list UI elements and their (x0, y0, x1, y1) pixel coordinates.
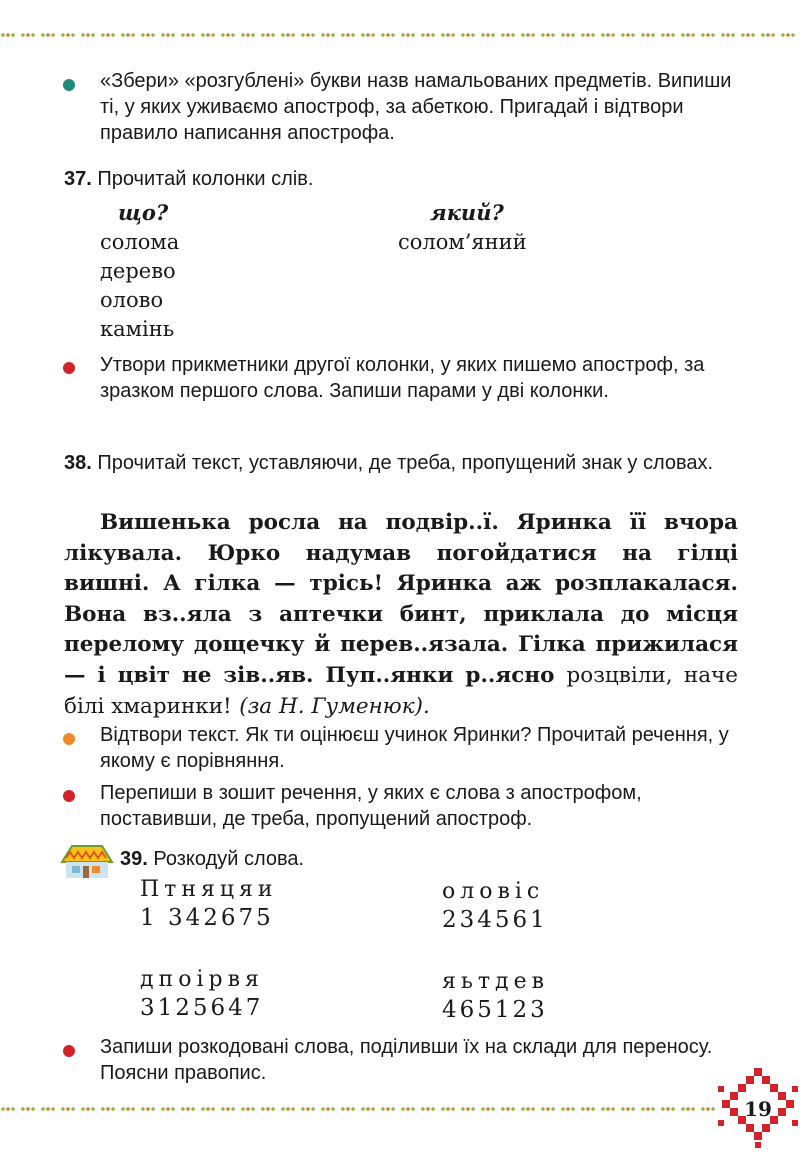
ex38-number: 38. (64, 452, 92, 474)
bottom-border-ornament (0, 1106, 720, 1112)
col1-word: солома (100, 230, 180, 254)
intro-bullet-text: «Збери» «розгублені» букви назв намальованих предметів. Випиши ті, у яких уживаємо апостроф, за абеткою. Пригадай і відтвори правило написання апострофа. (100, 70, 732, 144)
bullet-dot (63, 362, 75, 374)
col1-word: дерево (100, 259, 176, 283)
code-digits: 465123 (442, 997, 548, 1023)
ex39-heading (120, 846, 304, 872)
story-text (64, 508, 738, 722)
ex37-task: Утвори прикметники другої колонки, у яких пишемо апостроф, за зразком першого слова. Запиши парами у дві колонки. (100, 354, 705, 402)
col1-header: що? (118, 200, 169, 225)
code-letters: яьтдев (442, 969, 549, 994)
ex39-instruction: Розкодуй слова. (153, 848, 305, 870)
code-digits: 1 342675 (140, 905, 274, 931)
col1-word: олово (100, 288, 164, 312)
ex37-heading (64, 166, 313, 192)
bullet-dot (63, 1045, 75, 1057)
story-after: розцвіли, наче білі хмаринки! (64, 662, 738, 719)
col1-word: камінь (100, 317, 175, 341)
code-digits: 3125647 (140, 995, 264, 1021)
code-digits: 234561 (442, 907, 548, 933)
ex37-instruction: Прочитай колонки слів. (97, 168, 314, 190)
ex39-task: Запиши розкодовані слова, поділивши їх на склади для переносу. Поясни правопис. (100, 1036, 713, 1084)
story-source: (за Н. Гуменюк). (239, 693, 430, 719)
ex37-number: 37. (64, 168, 92, 190)
ex38-task2: Перепиши в зошит речення, у яких є слова з апострофом, поставивши, де треба, пропущений апостроф. (100, 782, 642, 830)
ex38-heading (64, 450, 738, 476)
page-number: 19 (744, 1097, 772, 1121)
col2-header: який? (430, 200, 504, 225)
code-letters: дпоірвя (140, 967, 264, 992)
ex38-instruction: Прочитай текст, уставляючи, де треба, пропущений знак у словах. (97, 452, 714, 474)
bullet-dot (63, 790, 75, 802)
house-icon (58, 838, 114, 880)
bullet-dot (63, 79, 75, 91)
code-letters: Птняцяи (140, 877, 278, 902)
ex38-task1: Відтвори текст. Як ти оцінюєш учинок Яринки? Прочитай речення, у якому є порівняння. (100, 724, 729, 772)
bullet-dot (63, 733, 75, 745)
code-letters: оловіс (442, 879, 545, 904)
ex39-number: 39. (120, 848, 148, 870)
story-bold-word: р..ясно (465, 662, 555, 688)
col2-word: солом’яний (398, 230, 527, 254)
top-border-ornament (0, 32, 800, 38)
story-main: Вишенька росла на подвір..ї. Яринка її вчора лікувала. Юрко надумав погойдатися на гілці вишні. А гілка — трісь! Яринка аж розплакалася. Вона вз..яла з аптечки бинт, приклала до місця перелому дощечку й перев..язала. Гілка прижилася — і цвіт не зів..яв. Пуп..янки (64, 510, 738, 688)
